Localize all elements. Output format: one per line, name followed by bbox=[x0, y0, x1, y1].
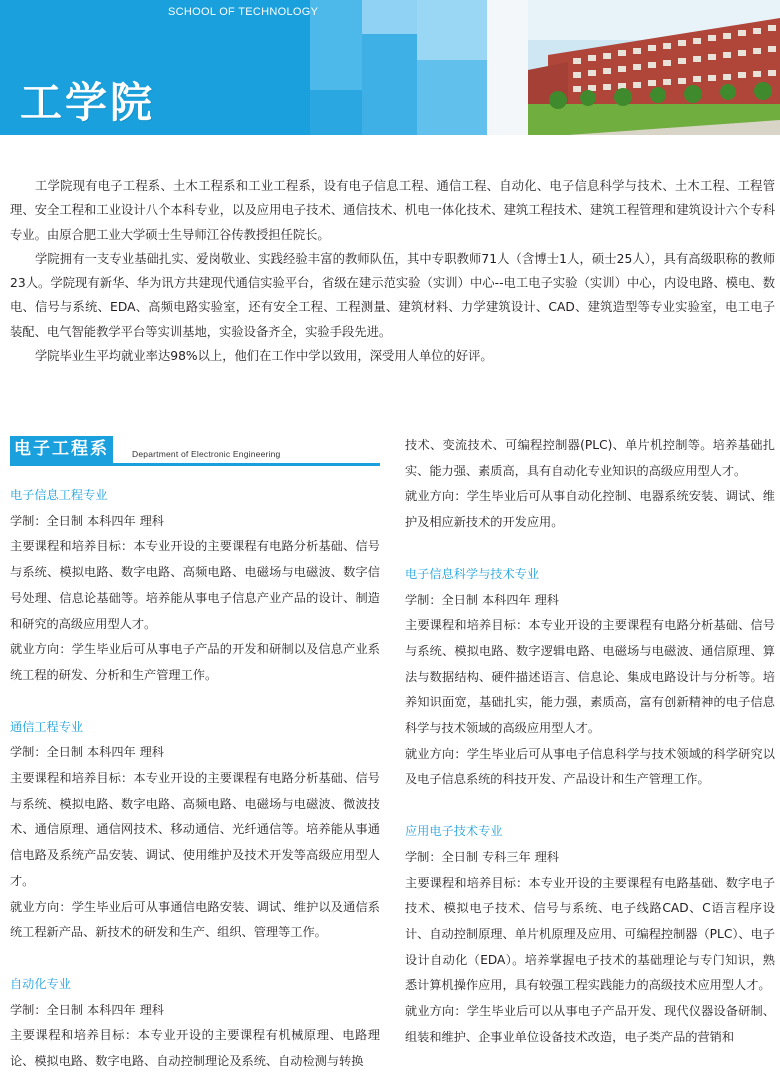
major-title: 电子信息工程专业 bbox=[10, 488, 108, 502]
banner-tile bbox=[362, 0, 417, 34]
banner-tile bbox=[417, 0, 487, 60]
major-system: 学制：全日制 专科三年 理科 bbox=[405, 849, 559, 864]
department-name: 电子工程系 bbox=[10, 436, 113, 463]
intro-paragraph: 学院毕业生平均就业率达98%以上，他们在工作中学以致用，深受用人单位的好评。 bbox=[35, 349, 493, 364]
major-courses: 主要课程和培养目标：本专业开设的主要课程有电路基础、数字电子技术、模拟电子技术、信号与系统、电子线路CAD、C语言程序设计、自动控制原理、单片机原理及应用、可编程控制器（PLC）、电子设计自动化（EDA）。培养掌握电子技术的基础理论与专门知识，熟悉计算机操作应用，具有较强工程实践能力的高级技术应用型人才。 bbox=[405, 875, 775, 993]
major-career: 就业方向：学生毕业后可从事自动化控制、电器系统安装、调试、维护及相应新技术的开发应用。 bbox=[405, 489, 775, 530]
department-name-english: Department of Electronic Engineering bbox=[132, 449, 281, 459]
major-career: 就业方向：学生毕业后可从事通信电路安装、调试、维护以及通信系统工程新产品、新技术的研发和生产、组织、管理等工作。 bbox=[10, 899, 380, 940]
page-title: 工学院 bbox=[20, 78, 156, 127]
banner-tile bbox=[417, 60, 487, 135]
spacer bbox=[10, 946, 380, 972]
spacer bbox=[405, 536, 775, 562]
major-courses: 主要课程和培养目标：本专业开设的主要课程有电路分析基础、信号与系统、模拟电路、数字逻辑电路、电磁场与电磁波、通信原理、算法与数据结构、硬件描述语言、信息论、集成电路设计与分析等。培养知识面宽，基础扎实，能力强，素质高，富有创新精神的电子信息科学与技术领域的高级应用型人才。 bbox=[405, 618, 775, 736]
major-system: 学制：全日制 本科四年 理科 bbox=[10, 1002, 164, 1017]
spacer bbox=[405, 793, 775, 819]
banner-tile bbox=[487, 0, 528, 135]
college-introduction bbox=[10, 174, 775, 368]
major-courses: 主要课程和培养目标：本专业开设的主要课程有电路分析基础、信号与系统、模拟电路、数字电路、高频电路、电磁场与电磁波、数字信号处理、信息论基础等。培养能从事电子信息产业产品的设计、制造和研究的高级应用型人才。 bbox=[10, 539, 380, 631]
major-title: 电子信息科学与技术专业 bbox=[405, 566, 540, 581]
intro-paragraph: 学院拥有一支专业基础扎实、爱岗敬业、实践经验丰富的教师队伍，其中专职教师71人（含博士1人，硕士25人），具有高级职称的教师23人。学院现有新华、华为讯方共建现代通信实验平台，省级在建示范实验（实训）中心--电工电子实验（实训）中心，内设电路、模电、数电、信号与系统、EDA、高频电路实验室，还有安全工程、工程测量、建筑材料、力学建筑设计、CAD、建筑造型等专业实验室，电工电子装配、电气智能教学平台等实训基地，实验设备齐全，实验手段先进。 bbox=[10, 251, 775, 339]
department-rule bbox=[10, 463, 380, 466]
major-courses: 主要课程和培养目标：本专业开设的主要课程有电路分析基础、信号与系统、模拟电路、数字电路、高频电路、电磁场与电磁波、微波技术、通信原理、通信网技术、移动通信、光纤通信等。培养能从事通信电路及系统产品安装、调试、使用维护及技术开发等高级应用型人才。 bbox=[10, 771, 380, 888]
major-title: 应用电子技术专业 bbox=[405, 824, 503, 839]
major-career: 就业方向：学生毕业后可从事电子产品的开发和研制以及信息产业系统工程的研发、分析和生产管理工作。 bbox=[10, 642, 380, 682]
left-column bbox=[10, 483, 380, 1075]
intro-paragraph: 工学院现有电子工程系、土木工程系和工业工程系，设有电子信息工程、通信工程、自动化、电子信息科学与技术、土木工程、工程管理、安全工程和工业设计八个本科专业，以及应用电子技术、通信技术、机电一体化技术、建筑工程技术、建筑工程管理和建筑设计六个专科专业。由原合肥工业大学硕士生导师江谷传教授担任院长。 bbox=[10, 179, 775, 242]
header-banner bbox=[0, 0, 780, 135]
major-courses: 主要课程和培养目标：本专业开设的主要课程有机械原理、电路理论、模拟电路、数字电路、自动控制理论及系统、自动检测与转换 bbox=[10, 1028, 380, 1069]
major-system: 学制：全日制 本科四年 理科 bbox=[405, 592, 559, 607]
major-career: 就业方向：学生毕业后可从事电子信息科学与技术领域的科学研究以及电子信息系统的科技开发、产品设计和生产管理工作。 bbox=[405, 746, 775, 787]
major-courses-continued: 技术、变流技术、可编程控制器(PLC)、单片机控制等。培养基础扎实、能力强、素质高，具有自动化专业知识的高级应用型人才。 bbox=[405, 438, 775, 478]
banner-tile bbox=[362, 34, 417, 135]
school-name-english: SCHOOL OF TECHNOLOGY bbox=[168, 6, 319, 18]
major-system: 学制：全日制 本科四年 理科 bbox=[10, 745, 164, 760]
right-column bbox=[405, 433, 775, 1050]
major-title: 通信工程专业 bbox=[10, 719, 84, 734]
major-career: 就业方向：学生毕业后可以从事电子产品开发、现代仪器设备研制、组装和维护、企事业单位设备技术改造，电子类产品的营销和 bbox=[405, 1004, 775, 1044]
major-system: 学制：全日制 本科四年 理科 bbox=[10, 513, 164, 528]
major-title: 自动化专业 bbox=[10, 976, 71, 991]
department-heading bbox=[10, 436, 380, 468]
banner-tile bbox=[310, 90, 362, 135]
spacer bbox=[10, 689, 380, 715]
campus-building-photo bbox=[528, 0, 780, 135]
